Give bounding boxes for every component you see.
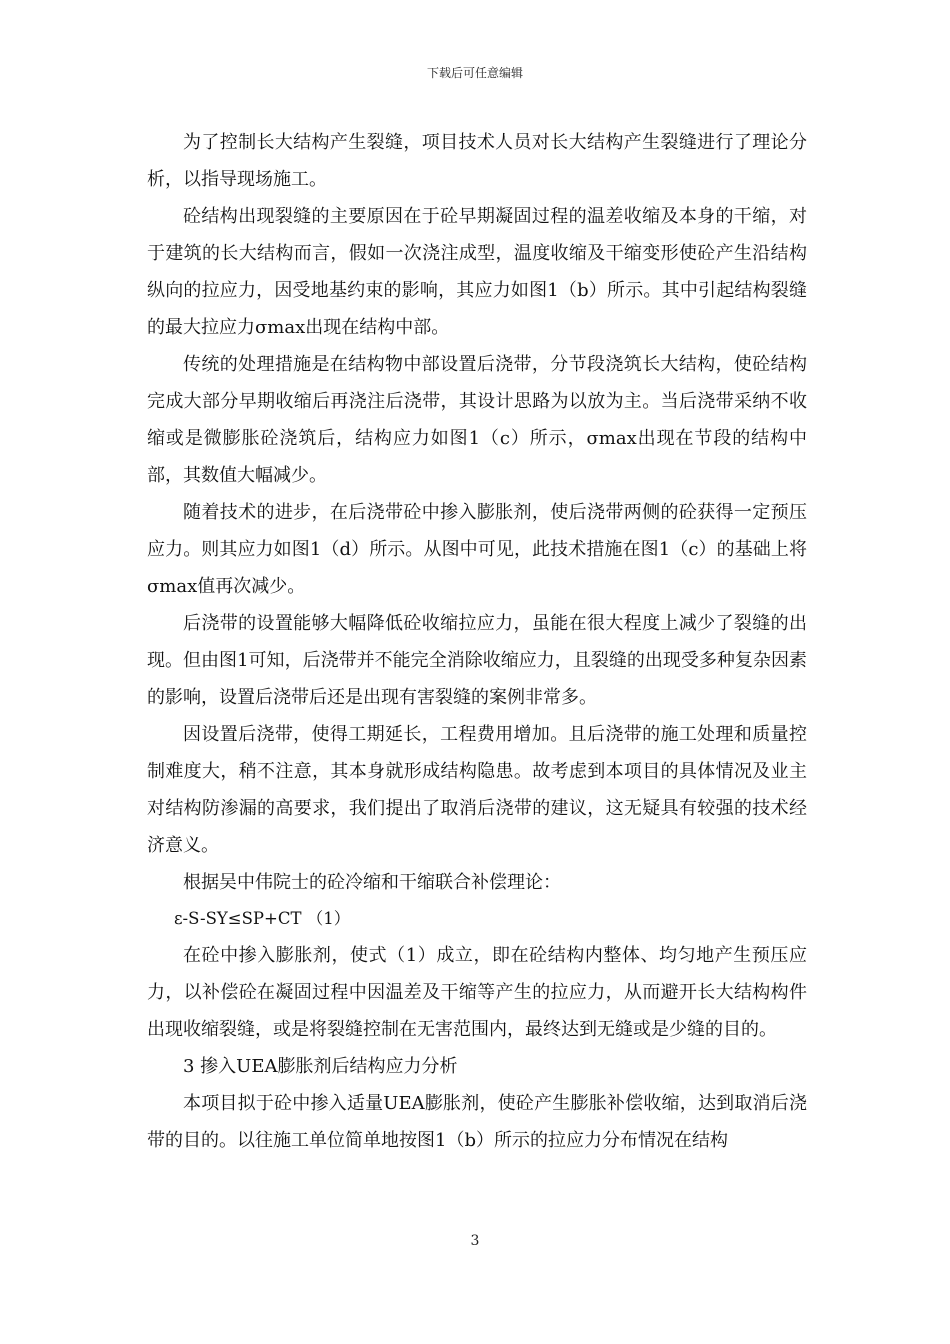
section-heading: 3 掺入UEA膨胀剂后结构应力分析: [183, 1056, 458, 1077]
paragraph-crack-causes: 砼结构出现裂缝的主要原因在于砼早期凝固过程的温差收缩及本身的干缩，对于建筑的长大结构而言，假如一次浇注成型，温度收缩及干缩变形使砼产生沿结构纵向的拉应力，因受地基约束的影响，其应力如图1（b）所示。其中引起结构裂缝的最大拉应力σmax出现在结构中部。: [147, 206, 807, 338]
paragraph-expansion-agent: 随着技术的进步，在后浇带砼中掺入膨胀剂，使后浇带两侧的砼获得一定预压应力。则其应力如图1（d）所示。从图中可见，此技术措施在图1（c）的基础上将σmax值再次减少。: [147, 502, 807, 597]
equation-1: ε-S-SY≤SP+CT （1）: [174, 909, 351, 928]
page-header: 下载后可任意编辑: [426, 66, 523, 80]
paragraph-intro: 为了控制长大结构产生裂缝，项目技术人员对长大结构产生裂缝进行了理论分析，以指导现场施工。: [147, 132, 807, 190]
paragraph-uea-plan: 本项目拟于砼中掺入适量UEA膨胀剂，使砼产生膨胀补偿收缩，达到取消后浇带的目的。以往施工单位简单地按图1（b）所示的拉应力分布情况在结构: [147, 1093, 807, 1151]
paragraph-prestress: 在砼中掺入膨胀剂，使式（1）成立，即在砼结构内整体、均匀地产生预压应力，以补偿砼在凝固过程中因温差及干缩等产生的拉应力，从而避开长大结构构件出现收缩裂缝，或是将裂缝控制在无害范围内，最终达到无缝或是少缝的目的。: [147, 945, 807, 1040]
paragraph-theory-intro: 根据吴中伟院士的砼冷缩和干缩联合补偿理论：: [183, 872, 561, 893]
paragraph-cancel-proposal: 因设置后浇带，使得工期延长，工程费用增加。且后浇带的施工处理和质量控制难度大，稍不注意，其本身就形成结构隐患。故考虑到本项目的具体情况及业主对结构防渗漏的高要求，我们提出了取消后浇带的建议，这无疑具有较强的技术经济意义。: [147, 724, 807, 856]
paragraph-post-pour-strip-limits: 后浇带的设置能够大幅降低砼收缩拉应力，虽能在很大程度上减少了裂缝的出现。但由图1可知，后浇带并不能完全消除收缩应力，且裂缝的出现受多种复杂因素的影响，设置后浇带后还是出现有害裂缝的案例非常多。: [147, 613, 807, 708]
page-number: 3: [470, 1233, 480, 1249]
paragraph-traditional-measures: 传统的处理措施是在结构物中部设置后浇带，分节段浇筑长大结构，使砼结构完成大部分早期收缩后再浇注后浇带，其设计思路为以放为主。当后浇带采纳不收缩或是微膨胀砼浇筑后，结构应力如图1（c）所示，σmax出现在节段的结构中部，其数值大幅减少。: [147, 354, 807, 486]
body-text: [147, 124, 807, 1159]
